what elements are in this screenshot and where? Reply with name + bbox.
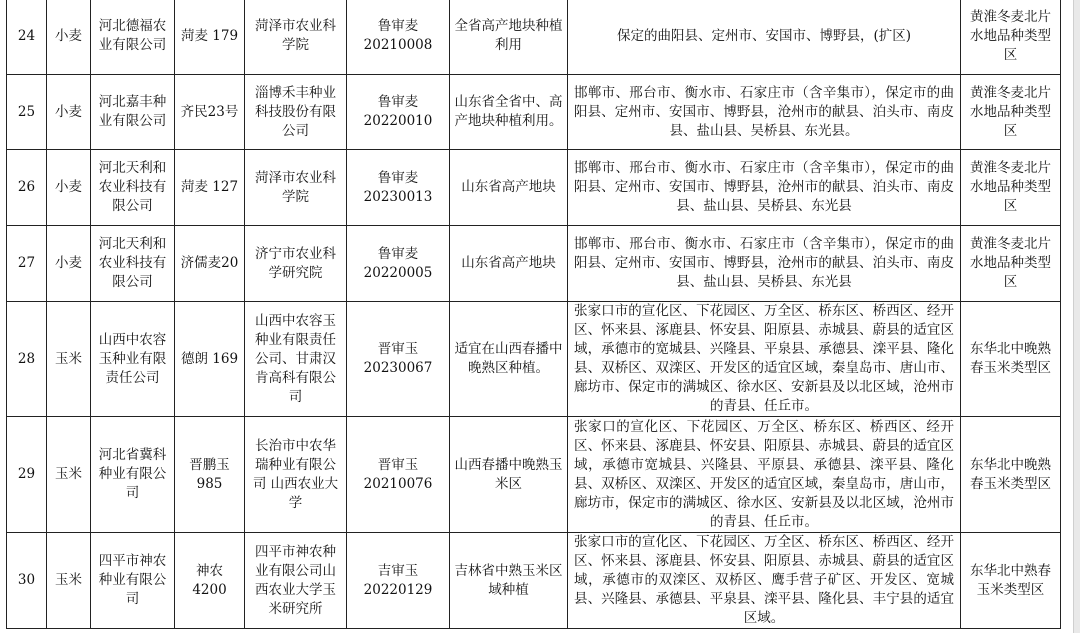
cell-approval: 鲁审麦20220005 bbox=[347, 226, 450, 302]
cell-original-area: 全省高产地块种植利用 bbox=[450, 0, 568, 75]
cell-crop: 玉米 bbox=[47, 533, 91, 629]
cell-company: 河北嘉丰种业有限公司 bbox=[91, 75, 175, 150]
cell-company: 河北天利和农业科技有限公司 bbox=[91, 150, 175, 226]
table-row bbox=[7, 417, 1061, 533]
cell-crop: 小麦 bbox=[47, 0, 91, 75]
cell-company: 河北省冀科种业有限公司 bbox=[91, 417, 175, 533]
cell-breeder: 菏泽市农业科学院 bbox=[245, 150, 347, 226]
cell-original-area: 山东省高产地块 bbox=[450, 226, 568, 302]
cell-variety: 神农4200 bbox=[175, 533, 245, 629]
cell-approval: 鲁审麦20210008 bbox=[347, 0, 450, 75]
cell-original-area: 山西春播中晚熟玉米区 bbox=[450, 417, 568, 533]
cell-approval: 晋审玉20230067 bbox=[347, 302, 450, 417]
cell-variety: 济儒麦20 bbox=[175, 226, 245, 302]
cell-variety: 菏麦 179 bbox=[175, 0, 245, 75]
cell-crop: 玉米 bbox=[47, 302, 91, 417]
cell-original-area: 适宜在山西春播中晚熟区种植。 bbox=[450, 302, 568, 417]
cell-approval: 鲁审麦20230013 bbox=[347, 150, 450, 226]
cell-variety: 齐民23号 bbox=[175, 75, 245, 150]
table-row bbox=[7, 302, 1061, 417]
cell-variety: 德朗 169 bbox=[175, 302, 245, 417]
cell-intro-area: 邯郸市、邢台市、衡水市、石家庄市（含辛集市），保定市的曲阳县、定州市、安国市、博野县，沧州市的献县、泊头市、南皮县、盐山县、吴桥县、东光县。 bbox=[568, 75, 961, 150]
cell-original-area: 吉林省中熟玉米区域种植 bbox=[450, 533, 568, 629]
cell-company: 四平市神农种业有限公司 bbox=[91, 533, 175, 629]
table-row bbox=[7, 226, 1061, 302]
cell-intro-area: 邯郸市、邢台市、衡水市、石家庄市（含辛集市），保定市的曲阳县、定州市、安国市、博野县，沧州市的献县、泊头市、南皮县、盐山县、吴桥县、东光县 bbox=[568, 150, 961, 226]
cell-crop: 小麦 bbox=[47, 150, 91, 226]
cell-zone: 黄淮冬麦北片水地品种类型区 bbox=[961, 0, 1061, 75]
cell-approval: 鲁审麦20220010 bbox=[347, 75, 450, 150]
cell-crop: 小麦 bbox=[47, 75, 91, 150]
cell-no: 26 bbox=[7, 150, 47, 226]
cell-company: 山西中农容玉种业有限责任公司 bbox=[91, 302, 175, 417]
cell-approval: 吉审玉20220129 bbox=[347, 533, 450, 629]
table-row bbox=[7, 0, 1061, 75]
cell-zone: 黄淮冬麦北片水地品种类型区 bbox=[961, 150, 1061, 226]
cell-original-area: 山东省高产地块 bbox=[450, 150, 568, 226]
cell-zone: 黄淮冬麦北片水地品种类型区 bbox=[961, 75, 1061, 150]
cell-no: 29 bbox=[7, 417, 47, 533]
cell-breeder: 菏泽市农业科学院 bbox=[245, 0, 347, 75]
cell-crop: 玉米 bbox=[47, 417, 91, 533]
cell-breeder: 淄博禾丰种业科技股份有限公司 bbox=[245, 75, 347, 150]
cell-intro-area: 保定的曲阳县、定州市、安国市、博野县，(扩区) bbox=[568, 0, 961, 75]
table-row bbox=[7, 75, 1061, 150]
cell-original-area: 山东省全省中、高产地块种植利用。 bbox=[450, 75, 568, 150]
variety-table bbox=[6, 0, 1061, 629]
cell-breeder: 四平市神农种业有限公司山西农业大学玉米研究所 bbox=[245, 533, 347, 629]
cell-intro-area: 张家口市的宣化区、下花园区、万全区、桥东区、桥西区、经开区、怀来县、涿鹿县、怀安县、阳原县、赤城县、蔚县的适宜区域，承德市的宽城县、兴隆县、平泉县、承德县、滦平县、隆化县、双桥区、双滦区、开发区的适宜区域，秦皇岛市、唐山市、廊坊市、保定市的满城区、徐水区、安新县及以北区域，沧州市的青县、任丘市。 bbox=[568, 302, 961, 417]
cell-intro-area: 张家口的宣化区、下花园区、万全区、桥东区、桥西区、经开区、怀来县、涿鹿县、怀安县、阳原县、赤城县、蔚县的适宜区域，承德市宽城县、兴隆县、平原县、承德县、滦平县、隆化县、双桥区、双滦区、开发区的适宜区域，秦皇岛市，唐山市，廊坊市，保定市的满城区、徐水区、安新县及以北区域，沧州市的青县、任丘市。 bbox=[568, 417, 961, 533]
cell-zone: 东华北中晚熟春玉米类型区 bbox=[961, 417, 1061, 533]
cell-approval: 晋审玉20210076 bbox=[347, 417, 450, 533]
scrollbar[interactable] bbox=[1073, 0, 1080, 633]
cell-zone: 东华北中晚熟春玉米类型区 bbox=[961, 302, 1061, 417]
cell-breeder: 长治市中农华瑞种业有限公司 山西农业大学 bbox=[245, 417, 347, 533]
cell-no: 27 bbox=[7, 226, 47, 302]
cell-breeder: 山西中农容玉种业有限责任公司、甘肃汉肯高科有限公司 bbox=[245, 302, 347, 417]
cell-company: 河北德福农业有限公司 bbox=[91, 0, 175, 75]
table-row bbox=[7, 150, 1061, 226]
cell-zone: 东华北中熟春玉米类型区 bbox=[961, 533, 1061, 629]
cell-no: 24 bbox=[7, 0, 47, 75]
cell-no: 28 bbox=[7, 302, 47, 417]
cell-no: 25 bbox=[7, 75, 47, 150]
cell-company: 河北天利和农业科技有限公司 bbox=[91, 226, 175, 302]
cell-variety: 菏麦 127 bbox=[175, 150, 245, 226]
cell-variety: 晋鹏玉985 bbox=[175, 417, 245, 533]
cell-no: 30 bbox=[7, 533, 47, 629]
cell-intro-area: 邯郸市、邢台市、衡水市、石家庄市（含辛集市），保定市的曲阳县、定州市、安国市、博野县，沧州市的献县、泊头市、南皮县、盐山县、吴桥县、东光县 bbox=[568, 226, 961, 302]
cell-breeder: 济宁市农业科学研究院 bbox=[245, 226, 347, 302]
cell-zone: 黄淮冬麦北片水地品种类型区 bbox=[961, 226, 1061, 302]
cell-crop: 小麦 bbox=[47, 226, 91, 302]
cell-intro-area: 张家口市的宣化区、下花园区、万全区、桥东区、桥西区、经开区、怀来县、涿鹿县、怀安县、阳原县、赤城县、蔚县的适宜区域，承德市的双滦区、双桥区、鹰手营子矿区、开发区、宽城县、兴隆县、承德县、平泉县、滦平县、隆化县、丰宁县的适宜区域。 bbox=[568, 533, 961, 629]
table-row bbox=[7, 533, 1061, 629]
